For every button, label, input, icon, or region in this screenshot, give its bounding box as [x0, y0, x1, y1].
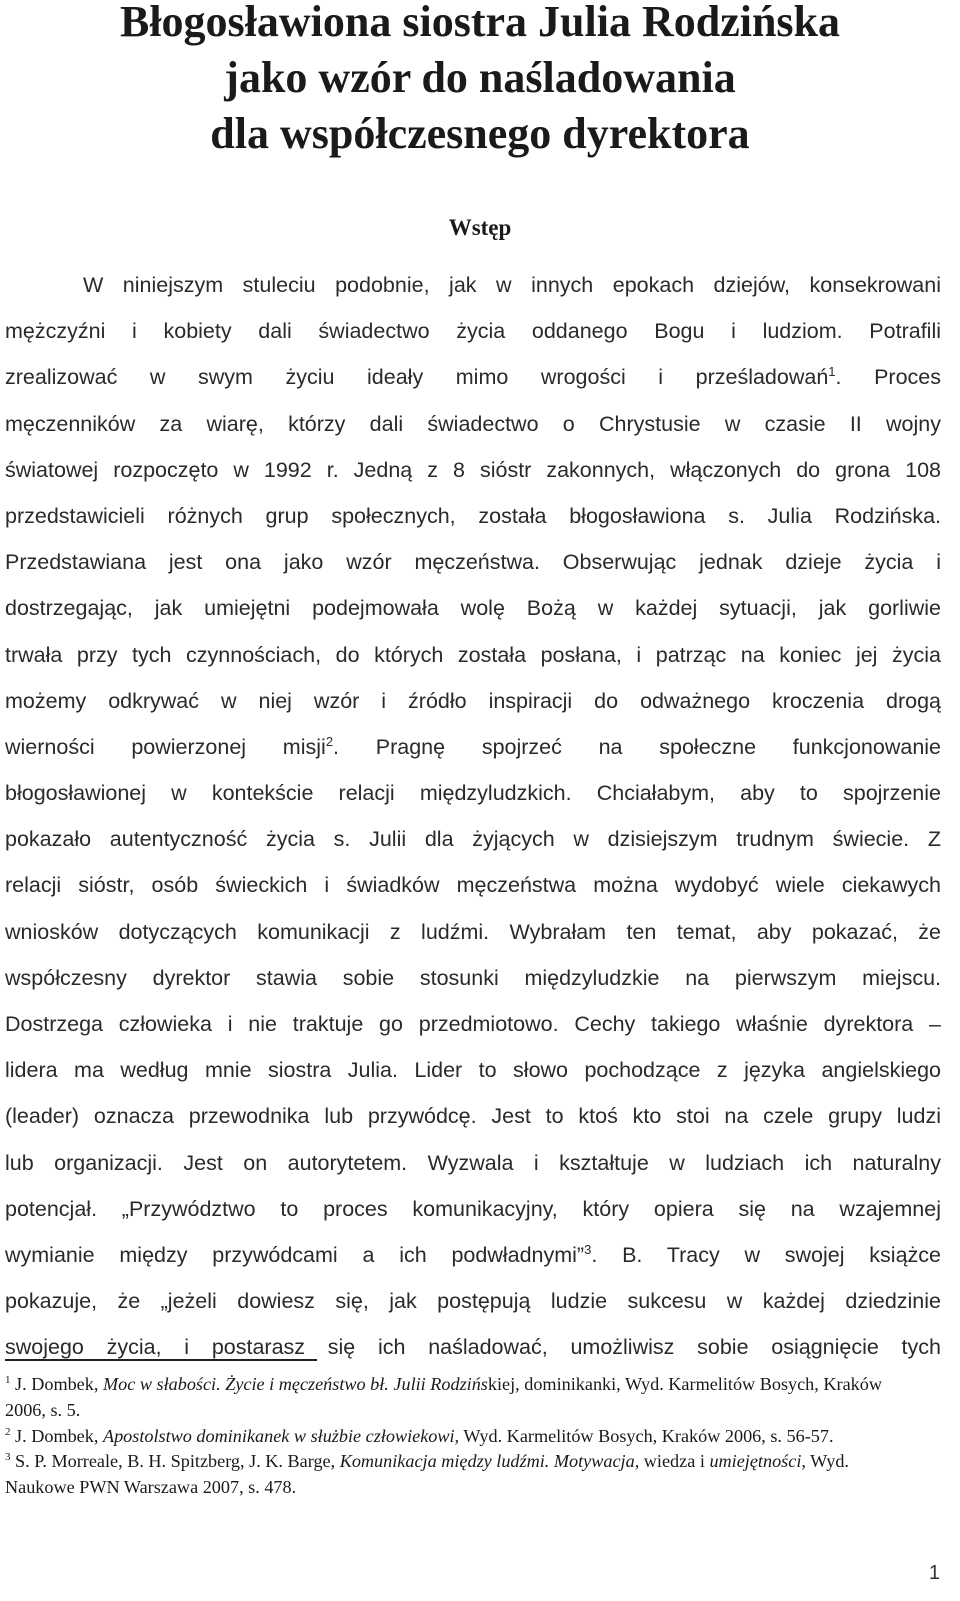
body-line: męczenników za wiarę, którzy dali świadectwo o Chrystusie w czasie II wojny	[5, 411, 941, 436]
body-line	[5, 732, 941, 778]
document-title	[0, 0, 960, 162]
footnote-title: Moc w słabości. Życie i męczeństwo bł. Julii Rodzińs	[102, 1374, 488, 1394]
footnote-title: Komunikacja między ludźmi. Motywacja,	[339, 1451, 640, 1472]
body-line: lub organizacji. Jest on autorytetem. Wyzwala i kształtuje w ludziach ich naturalny	[5, 1150, 941, 1175]
body-line-text: zrealizować w swym życiu ideały mimo wrogości i prześladowań	[5, 365, 829, 390]
body-line	[5, 1240, 941, 1286]
body-line-text: . Pragnę spojrzeć na społeczne funkcjonowanie	[333, 734, 942, 759]
body-line: możemy odkrywać w niej wzór i źródło inspiracji do odważnego kroczenia drogą	[5, 688, 941, 713]
footnote-reference[interactable]: 3	[584, 1241, 592, 1257]
body-line: wniosków dotyczących komunikacji z ludźmi. Wybrałam ten temat, aby pokazać, że	[5, 919, 941, 944]
section-heading: Wstęp	[448, 215, 512, 240]
footnote-text: kiej, dominikanki, Wyd. Karmelitów Bosych, Kraków 2006, s. 5.	[5, 1374, 882, 1420]
body-line: lidera ma według mnie siostra Julia. Lider to słowo pochodzące z języka angielskiego	[5, 1058, 941, 1083]
footnote-item	[5, 1424, 915, 1450]
body-line-text: . Proces	[835, 365, 941, 390]
body-line: przedstawicieli różnych grup społecznych, została błogosławiona s. Julia Rodzińska.	[5, 503, 941, 528]
title-line-2: jako wzór do naśladowania	[224, 53, 736, 102]
body-line-text: wymianie między przywódcami a ich podwładnymi”	[5, 1242, 585, 1267]
footnote-reference[interactable]: 2	[325, 733, 334, 749]
body-line: potencjał. „Przywództwo to proces komunikacyjny, który opiera się na wzajemnej	[5, 1196, 941, 1221]
footnote-mark: 2	[5, 1425, 11, 1438]
footnote-title: umiejętności	[709, 1451, 802, 1472]
body-line: Dostrzega człowieka i nie traktuje go przedmiotowo. Cechy takiego właśnie dyrektora –	[5, 1012, 941, 1036]
body-line: trwała przy tych czynnościach, do których została posłana, i patrząc na koniec jej życia	[5, 642, 941, 667]
body-line: pokazało autentyczność życia s. Julii dla żyjących w dzisiejszym trudnym świecie. Z	[5, 827, 941, 852]
body-line: pokazuje, że „jeżeli dowiesz się, jak postępują ludzie sukcesu w każdej dziedzinie	[5, 1289, 941, 1314]
footnotes	[5, 1372, 915, 1501]
body-paragraph	[5, 270, 941, 1379]
footnote-text: S. P. Morreale, B. H. Spitzberg, J. K. Barge,	[15, 1451, 340, 1472]
body-line: Przedstawiana jest ona jako wzór męczeństwa. Obserwując jednak dzieje życia i	[5, 550, 941, 575]
footnote-reference[interactable]: 1	[828, 364, 836, 380]
title-line-3: dla współczesnego dyrektora	[210, 109, 750, 158]
body-line: dostrzegając, jak umiejętni podejmowała wolę Bożą w każdej sytuacji, jak gorliwie	[5, 596, 941, 621]
body-line: W niniejszym stuleciu podobnie, jak w innych epokach dziejów, konsekrowani	[83, 273, 941, 297]
body-line: mężczyźni i kobiety dali świadectwo życia oddanego Bogu i ludziom. Potrafili	[5, 319, 941, 344]
page-number: 1	[928, 1562, 940, 1584]
footnote-mark: 1	[5, 1373, 11, 1386]
body-line-text: wierności powierzonej misji	[5, 734, 326, 759]
body-line: (leader) oznacza przewodnika lub przywódcę. Jest to ktoś kto stoi na czele grupy ludzi	[5, 1104, 941, 1129]
footnote-item	[5, 1372, 915, 1424]
body-line: swojego życia, i postarasz się ich naśladować, umożliwisz sobie osiągnięcie tych	[5, 1335, 941, 1360]
body-line: współczesny dyrektor stawia sobie stosunki międzyludzkie na pierwszym miejscu.	[5, 965, 941, 990]
footnote-separator	[5, 1359, 317, 1361]
body-line-text: . B. Tracy w swojej książce	[591, 1242, 941, 1267]
footnote-item	[5, 1449, 915, 1501]
body-line: błogosławionej w kontekście relacji międzyludzkich. Chciałabym, aby to spojrzenie	[5, 781, 941, 806]
footnote-text: Wyd. Karmelitów Bosych, Kraków 2006, s. 56-57.	[459, 1425, 834, 1446]
footnote-mark: 3	[5, 1451, 11, 1464]
footnote-text: wiedza i	[639, 1451, 710, 1472]
footnote-text: J. Dombek,	[15, 1374, 103, 1394]
footnote-text: , Wyd. Naukowe PWN Warszawa 2007, s. 478.	[5, 1451, 849, 1498]
footnote-title: Apostolstwo dominikanek w służbie człowiekowi,	[102, 1425, 460, 1446]
body-line: relacji sióstr, osób świeckich i świadków męczeństwa można wydobyć wiele ciekawych	[5, 873, 941, 898]
title-line-1: Błogosławiona siostra Julia Rodzińska	[119, 0, 841, 46]
body-line	[5, 362, 941, 408]
footnote-text: J. Dombek,	[15, 1425, 103, 1446]
body-line: światowej rozpoczęto w 1992 r. Jedną z 8 sióstr zakonnych, włączonych do grona 108	[5, 457, 941, 482]
